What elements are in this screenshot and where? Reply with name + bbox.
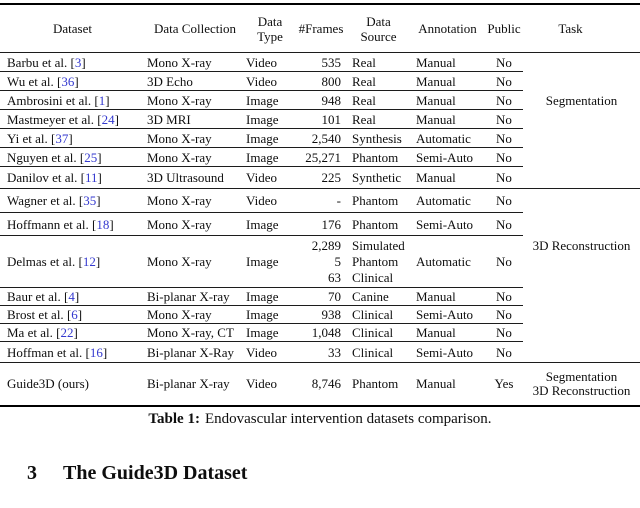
citation-link[interactable]: 6: [71, 307, 78, 322]
cell-source: Canine: [347, 288, 410, 306]
column-header-source: Data Source: [347, 4, 410, 53]
cell-source: Real: [347, 53, 410, 72]
citation-link[interactable]: 12: [82, 254, 96, 269]
table-caption-text: Endovascular intervention datasets comparison.: [204, 411, 492, 427]
cell-collection: Mono X-ray: [145, 91, 245, 110]
citation-link[interactable]: 11: [85, 170, 98, 185]
table-header: [0, 4, 640, 53]
cell-type: Video: [245, 342, 295, 363]
cell-annotation: Semi-Auto: [410, 342, 485, 363]
cell-source: Phantom: [347, 189, 410, 213]
column-header-type: Data Type: [245, 4, 295, 53]
cell-annotation: Semi-Auto: [410, 213, 485, 236]
cell-dataset: Ma et al. [22]: [0, 324, 145, 342]
cell-type: Video: [245, 53, 295, 72]
cell-collection: Mono X-ray: [145, 129, 245, 148]
cell-type: Image: [245, 236, 295, 288]
cell-annotation: Automatic: [410, 189, 485, 213]
cell-public: No: [485, 91, 523, 110]
cell-public: No: [485, 167, 523, 189]
cell-dataset: Yi et al. [37]: [0, 129, 145, 148]
cell-annotation: Semi-Auto: [410, 306, 485, 324]
cell-source: Real: [347, 72, 410, 91]
cell-public: No: [485, 72, 523, 91]
cell-public: No: [485, 110, 523, 129]
cell-type: Video: [245, 167, 295, 189]
cell-type: Video: [245, 72, 295, 91]
column-header-public: Public: [485, 4, 523, 53]
cell-frames: 25,271: [295, 148, 347, 167]
cell-public: No: [485, 53, 523, 72]
cell-public: No: [485, 324, 523, 342]
citation-link[interactable]: 18: [96, 216, 110, 232]
cell-dataset: Wu et al. [36]: [0, 72, 145, 91]
table-caption-label: Table 1:: [148, 411, 200, 427]
cell-public: No: [485, 236, 523, 288]
citation-link[interactable]: 36: [61, 73, 75, 89]
cell-source: Simulated Phantom Clinical: [347, 236, 410, 288]
cell-frames: 8,746: [295, 363, 347, 406]
cell-dataset: Brost et al. [6]: [0, 306, 145, 324]
citation-link[interactable]: 4: [68, 289, 75, 304]
cell-source: Synthetic: [347, 167, 410, 189]
cell-annotation: Manual: [410, 91, 485, 110]
cell-type: Image: [245, 306, 295, 324]
cell-frames: 800: [295, 72, 347, 91]
cell-dataset: Hoffmann et al. [18]: [0, 213, 145, 236]
cell-dataset: Danilov et al. [11]: [0, 167, 145, 189]
cell-source: Phantom: [347, 363, 410, 406]
cell-dataset: Ambrosini et al. [1]: [0, 91, 145, 110]
cell-collection: Bi-planar X-ray: [145, 288, 245, 306]
table-row: [0, 189, 640, 213]
column-header-annotation: Annotation: [410, 4, 485, 53]
cell-collection: 3D Ultrasound: [145, 167, 245, 189]
cell-type: Image: [245, 324, 295, 342]
cell-type: Image: [245, 129, 295, 148]
cell-type: Image: [245, 213, 295, 236]
cell-source: Phantom: [347, 213, 410, 236]
column-header-dataset: Dataset: [0, 4, 145, 53]
table-caption: [0, 411, 640, 428]
cell-dataset: Nguyen et al. [25]: [0, 148, 145, 167]
cell-source: Clinical: [347, 324, 410, 342]
citation-link[interactable]: 1: [98, 92, 106, 108]
section-title: The Guide3D Dataset: [63, 462, 248, 484]
cell-annotation: Automatic: [410, 236, 485, 288]
cell-source: Clinical: [347, 306, 410, 324]
cell-annotation: Manual: [410, 167, 485, 189]
header-row: [0, 4, 640, 53]
table-body: [0, 53, 640, 406]
cell-task: Segmentation 3D Reconstruction: [523, 363, 640, 406]
cell-frames: 101: [295, 110, 347, 129]
column-header-collection: Data Collection: [145, 4, 245, 53]
cell-collection: Mono X-ray: [145, 148, 245, 167]
cell-public: No: [485, 213, 523, 236]
citation-link[interactable]: 25: [84, 149, 98, 165]
cell-collection: Bi-planar X-Ray: [145, 342, 245, 363]
citation-link[interactable]: 16: [89, 344, 103, 360]
cell-dataset: Delmas et al. [12]: [0, 236, 145, 288]
cell-type: Image: [245, 288, 295, 306]
cell-frames: 176: [295, 213, 347, 236]
cell-annotation: Automatic: [410, 129, 485, 148]
cell-frames: 1,048: [295, 324, 347, 342]
citation-link[interactable]: 3: [74, 54, 82, 70]
cell-annotation: Manual: [410, 53, 485, 72]
cell-frames: 948: [295, 91, 347, 110]
cell-collection: 3D MRI: [145, 110, 245, 129]
section-heading: [7, 439, 247, 508]
cell-source: Real: [347, 110, 410, 129]
cell-type: Video: [245, 363, 295, 406]
cell-public: No: [485, 342, 523, 363]
section-number: 3: [27, 462, 37, 484]
cell-collection: Mono X-ray: [145, 236, 245, 288]
cell-frames: 33: [295, 342, 347, 363]
cell-collection: Mono X-ray, CT: [145, 324, 245, 342]
cell-frames: 2,540: [295, 129, 347, 148]
citation-link[interactable]: 37: [55, 130, 69, 146]
cell-frames: 938: [295, 306, 347, 324]
table-row: [0, 363, 640, 406]
cell-frames: 2,289 5 63: [295, 236, 347, 288]
cell-collection: 3D Echo: [145, 72, 245, 91]
cell-public: No: [485, 148, 523, 167]
cell-type: Video: [245, 189, 295, 213]
cell-annotation: Manual: [410, 324, 485, 342]
citation-link[interactable]: 35: [83, 193, 97, 208]
cell-public: No: [485, 306, 523, 324]
table-row: [0, 53, 640, 72]
cell-source: Real: [347, 91, 410, 110]
cell-collection: Mono X-ray: [145, 53, 245, 72]
cell-frames: 225: [295, 167, 347, 189]
cell-frames: 535: [295, 53, 347, 72]
cell-annotation: Manual: [410, 110, 485, 129]
cell-source: Clinical: [347, 342, 410, 363]
citation-link[interactable]: 24: [101, 111, 115, 127]
cell-dataset: Guide3D (ours): [0, 363, 145, 406]
cell-collection: Mono X-ray: [145, 189, 245, 213]
column-header-frames: #Frames: [295, 4, 347, 53]
task-group-label: 3D Reconstruction: [523, 189, 640, 363]
cell-public: No: [485, 189, 523, 213]
column-header-task: Task: [523, 4, 640, 53]
cell-public: No: [485, 288, 523, 306]
cell-dataset: Hoffman et al. [16]: [0, 342, 145, 363]
cell-public: Yes: [485, 363, 523, 406]
cell-frames: 70: [295, 288, 347, 306]
cell-collection: Mono X-ray: [145, 306, 245, 324]
cell-annotation: Semi-Auto: [410, 148, 485, 167]
cell-type: Image: [245, 148, 295, 167]
citation-link[interactable]: 22: [60, 325, 74, 340]
cell-frames: -: [295, 189, 347, 213]
cell-type: Image: [245, 110, 295, 129]
cell-collection: Bi-planar X-ray: [145, 363, 245, 406]
cell-annotation: Manual: [410, 72, 485, 91]
datasets-table: [0, 3, 640, 407]
cell-source: Phantom: [347, 148, 410, 167]
task-group-label: Segmentation: [523, 53, 640, 189]
cell-dataset: Barbu et al. [3]: [0, 53, 145, 72]
cell-dataset: Baur et al. [4]: [0, 288, 145, 306]
cell-collection: Mono X-ray: [145, 213, 245, 236]
cell-annotation: Manual: [410, 363, 485, 406]
cell-public: No: [485, 129, 523, 148]
cell-dataset: Wagner et al. [35]: [0, 189, 145, 213]
cell-annotation: Manual: [410, 288, 485, 306]
cell-dataset: Mastmeyer et al. [24]: [0, 110, 145, 129]
cell-source: Synthesis: [347, 129, 410, 148]
cell-type: Image: [245, 91, 295, 110]
